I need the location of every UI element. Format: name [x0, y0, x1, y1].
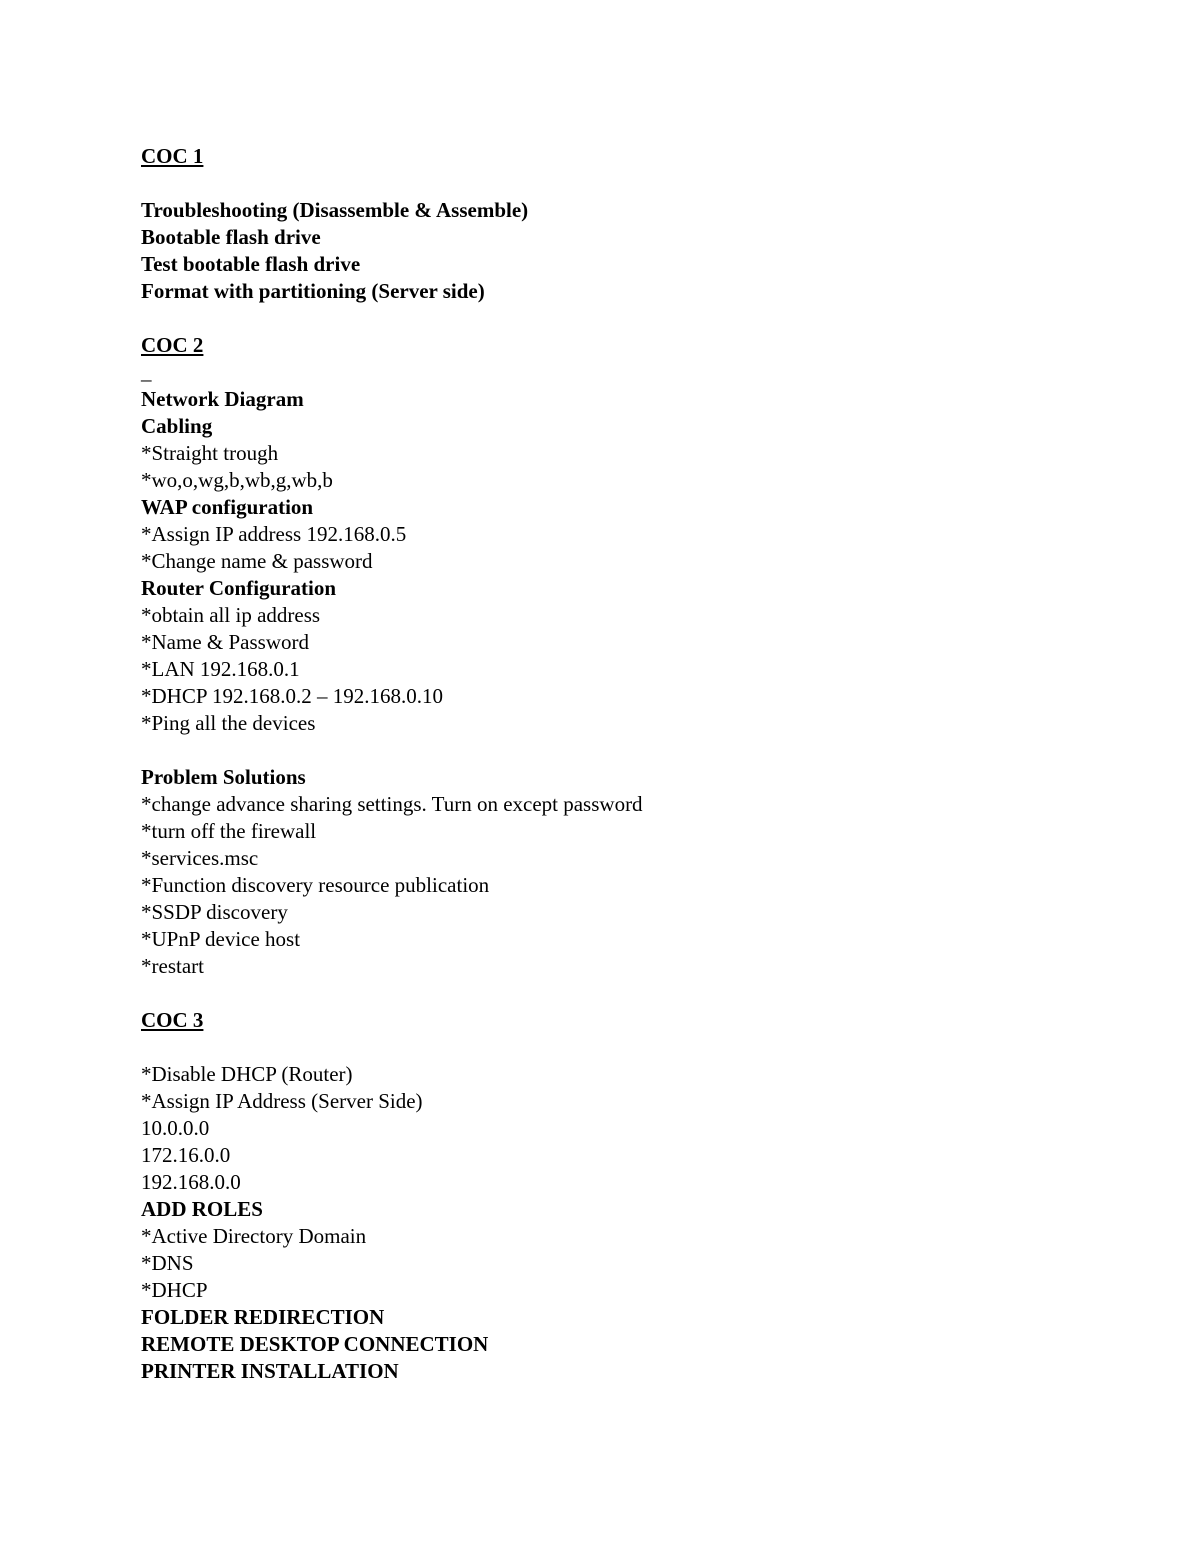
coc3-item: 192.168.0.0 — [141, 1170, 241, 1194]
spacer — [141, 980, 1121, 1007]
coc1-item: Bootable flash drive — [141, 225, 321, 249]
document-body — [141, 143, 1121, 1385]
problem-item: *change advance sharing settings. Turn on except password — [141, 792, 643, 816]
coc1-heading: COC 1 — [141, 144, 204, 168]
cabling-item: *Straight trough — [141, 441, 279, 465]
coc1-item: Format with partitioning (Server side) — [141, 279, 485, 303]
router-item: *DHCP 192.168.0.2 – 192.168.0.10 — [141, 684, 443, 708]
coc3-item: *Assign IP Address (Server Side) — [141, 1089, 423, 1113]
coc2-dash: _ — [141, 360, 152, 384]
role-item: *DNS — [141, 1251, 194, 1275]
coc3-trailing-title: FOLDER REDIRECTION — [141, 1305, 385, 1329]
spacer — [141, 170, 1121, 197]
problem-item: *Function discovery resource publication — [141, 873, 490, 897]
spacer — [141, 305, 1121, 332]
role-item: *Active Directory Domain — [141, 1224, 367, 1248]
problem-item: *services.msc — [141, 846, 259, 870]
problems-title: Problem Solutions — [141, 765, 306, 789]
coc3-heading: COC 3 — [141, 1008, 204, 1032]
problem-item: *SSDP discovery — [141, 900, 288, 924]
network-diagram-title: Network Diagram — [141, 387, 304, 411]
router-title: Router Configuration — [141, 576, 337, 600]
problem-item: *restart — [141, 954, 204, 978]
spacer — [141, 1034, 1121, 1061]
cabling-title: Cabling — [141, 414, 213, 438]
wap-title: WAP configuration — [141, 495, 314, 519]
problem-item: *turn off the firewall — [141, 819, 317, 843]
spacer — [141, 737, 1121, 764]
roles-title: ADD ROLES — [141, 1197, 263, 1221]
coc3-trailing-title: REMOTE DESKTOP CONNECTION — [141, 1332, 489, 1356]
coc3-trailing-title: PRINTER INSTALLATION — [141, 1359, 399, 1383]
router-item: *Name & Password — [141, 630, 309, 654]
router-item: *Ping all the devices — [141, 711, 316, 735]
coc3-item: *Disable DHCP (Router) — [141, 1062, 353, 1086]
router-item: *LAN 192.168.0.1 — [141, 657, 300, 681]
coc3-item: 10.0.0.0 — [141, 1116, 210, 1140]
coc1-item: Test bootable flash drive — [141, 252, 361, 276]
coc2-heading: COC 2 — [141, 333, 204, 357]
wap-item: *Change name & password — [141, 549, 373, 573]
role-item: *DHCP — [141, 1278, 208, 1302]
problem-item: *UPnP device host — [141, 927, 301, 951]
coc3-item: 172.16.0.0 — [141, 1143, 231, 1167]
cabling-item: *wo,o,wg,b,wb,g,wb,b — [141, 468, 333, 492]
wap-item: *Assign IP address 192.168.0.5 — [141, 522, 407, 546]
coc1-item: Troubleshooting (Disassemble & Assemble) — [141, 198, 529, 222]
router-item: *obtain all ip address — [141, 603, 321, 627]
